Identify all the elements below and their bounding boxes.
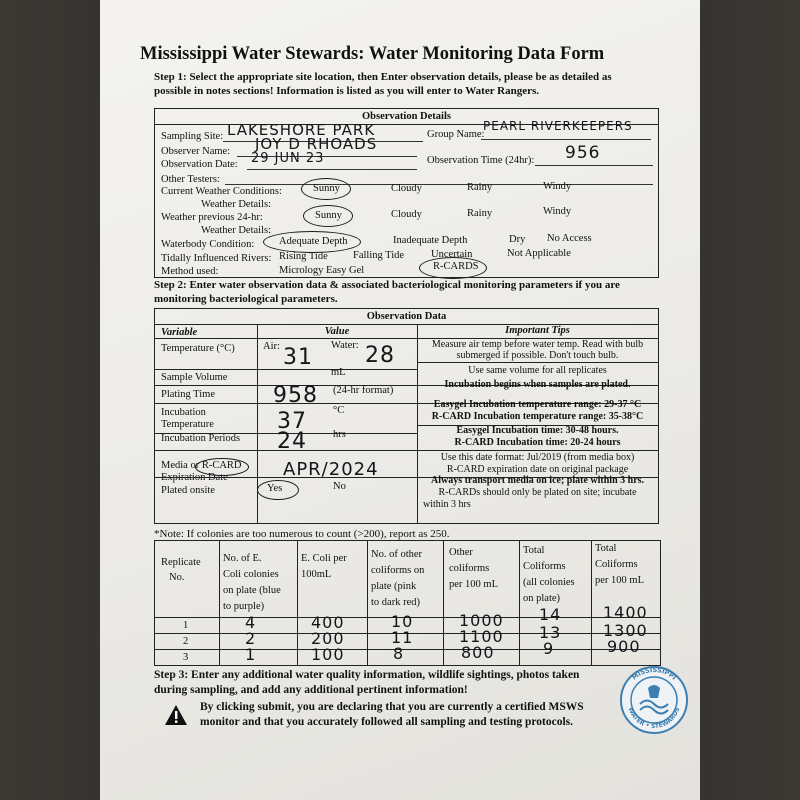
mississippi-water-stewards-seal-icon <box>618 664 690 736</box>
prev-weather-cloudy[interactable]: Cloudy <box>391 209 422 220</box>
incubation-temp-unit: °C <box>333 405 345 416</box>
rep-3-other-per-100[interactable]: 800 <box>461 643 495 662</box>
hdr-other-coliforms: No. of other coliforms on plate (pink to dark red) <box>371 549 425 608</box>
hdr-replicate: Replicate No. <box>161 557 201 583</box>
observation-data-table <box>154 308 659 524</box>
tip-plating-time: Incubation begins when samples are plated. <box>444 379 631 390</box>
rep-2-total-per-100[interactable]: 1300 <box>603 621 648 640</box>
method-easy-gel[interactable]: Micrology Easy Gel <box>279 265 365 276</box>
hdr-total-per-100: Total Coliforms per 100 mL <box>595 543 644 586</box>
prev-weather-sunny[interactable]: Sunny <box>315 210 342 221</box>
water-temp-value[interactable]: 28 <box>365 343 395 368</box>
sampling-site-value[interactable]: LAKESHORE PARK <box>227 121 376 139</box>
tip-sample-volume: Use same volume for all replicates <box>468 365 607 376</box>
hdr-other-per-100: Other coliforms per 100 mL <box>449 547 498 590</box>
method-rcards[interactable]: R-CARDS <box>433 261 479 272</box>
current-weather-label: Current Weather Conditions: <box>161 186 282 197</box>
expiration-date-value[interactable]: APR/2024 <box>283 459 379 480</box>
tip-temperature: Measure air temp before water temp. Read with bulb submerged if possible. Don't touch bulb. <box>431 339 644 361</box>
selected-circle <box>263 231 361 253</box>
svg-text:WATER • STEWARDS: WATER • STEWARDS <box>626 706 682 731</box>
current-weather-rainy[interactable]: Rainy <box>467 182 493 193</box>
rep-1-total-colonies[interactable]: 14 <box>539 605 562 624</box>
waterbody-condition-label: Waterbody Condition: <box>161 239 255 250</box>
method-label: Method used: <box>161 266 219 277</box>
weather-details-label-2: Weather Details: <box>201 225 271 236</box>
rep-1-total-per-100[interactable]: 1400 <box>603 603 648 622</box>
waterbody-adequate[interactable]: Adequate Depth <box>279 236 348 247</box>
expiration-date-label: Media or R-CARD Expiration Date <box>161 460 242 483</box>
replicates-table <box>154 540 661 666</box>
note-text: *Note: If colonies are too numerous to count (>200), report as 250. <box>154 528 450 540</box>
observation-details-header: Observation Details <box>362 111 451 122</box>
rep-1-ecoli-per-100[interactable]: 400 <box>311 613 345 632</box>
step2-instructions: Step 2: Enter water observation data & associated bacteriological monitoring parameters if you are monitoring bacteriological parameters. <box>154 279 620 305</box>
rep-1-other-colonies[interactable]: 10 <box>391 612 414 631</box>
rep-2-no: 2 <box>183 636 189 647</box>
observation-date-label: Observation Date: <box>161 159 238 170</box>
hdr-ecoli-per-100: E. Coli per 100mL <box>301 553 347 580</box>
observation-date-value[interactable]: 29 JUN 23 <box>251 151 325 166</box>
rep-2-total-colonies[interactable]: 13 <box>539 623 562 642</box>
tidal-label: Tidally Influenced Rivers: <box>161 253 272 264</box>
plating-time-value[interactable]: 958 <box>273 383 318 408</box>
col-tips: Important Tips <box>505 325 570 336</box>
tip-incubation-temp: Easygel Incubation temperature range: 29-37 °C R-CARD Incubation temperature range: 35-38°C <box>431 399 644 422</box>
rep-3-no: 3 <box>183 652 189 663</box>
tip-plated-onsite: Always transport media on ice; plate within 3 hrs. R-CARDs should only be plated on site; incubate within 3 hrs <box>423 475 645 510</box>
rep-3-total-per-100[interactable]: 900 <box>607 637 641 656</box>
water-label: Water: <box>331 340 359 351</box>
temperature-label: Temperature (°C) <box>161 343 235 354</box>
tidal-rising[interactable]: Rising Tide <box>279 251 328 262</box>
plating-time-label: Plating Time <box>161 389 215 400</box>
rep-3-ecoli-colonies[interactable]: 1 <box>245 645 257 664</box>
observer-name-label: Observer Name: <box>161 146 231 157</box>
incubation-temp-label: Incubation Temperature <box>161 407 214 430</box>
rep-2-other-colonies[interactable]: 11 <box>391 628 414 647</box>
page-title: Mississippi Water Stewards: Water Monitoring Data Form <box>140 44 605 64</box>
sample-volume-label: Sample Volume <box>161 372 228 383</box>
prev-weather-rainy[interactable]: Rainy <box>467 208 493 219</box>
tip-incubation-periods: Easygel Incubation time: 30-48 hours. R-CARD Incubation time: 20-24 hours <box>454 425 621 448</box>
rep-2-ecoli-per-100[interactable]: 200 <box>311 629 345 648</box>
weather-previous-label: Weather previous 24-hr: <box>161 212 263 223</box>
selected-circle <box>419 257 487 279</box>
rep-3-total-colonies[interactable]: 9 <box>543 639 555 658</box>
group-name-label: Group Name: <box>427 129 485 140</box>
observation-details-box <box>154 108 659 278</box>
sampling-site-label: Sampling Site: <box>161 131 224 142</box>
step3-instructions: Step 3: Enter any additional water quality information, wildlife sightings, photos taken during sampling, and add any additional pertinent information! <box>154 669 580 696</box>
rep-3-ecoli-per-100[interactable]: 100 <box>311 645 345 664</box>
rep-3-other-colonies[interactable]: 8 <box>393 644 405 663</box>
observer-name-value[interactable]: JOY D RHOADS <box>255 135 378 153</box>
rep-1-ecoli-colonies[interactable]: 4 <box>245 613 257 632</box>
waterbody-inadequate[interactable]: Inadequate Depth <box>393 235 468 246</box>
svg-text:MISSISSIPPI: MISSISSIPPI <box>630 665 678 682</box>
hdr-total-coliforms: Total Coliforms (all colonies on plate) <box>523 545 575 604</box>
waterbody-no-access[interactable]: No Access <box>547 233 592 244</box>
observation-time-value[interactable]: 956 <box>565 143 601 163</box>
selected-circle <box>303 205 353 227</box>
incubation-periods-unit: hrs <box>333 429 346 440</box>
plated-onsite-no[interactable]: No <box>333 481 346 492</box>
declaration-text: By clicking submit, you are declaring that you are currently a certified MSWS monitor and that you accurately followed all sampling and testing protocols. <box>200 701 584 728</box>
tidal-uncertain[interactable]: Uncertain <box>431 249 473 260</box>
selected-circle <box>195 458 249 476</box>
hdr-ecoli-colonies: No. of E. Coli colonies on plate (blue to purple) <box>223 553 281 612</box>
current-weather-sunny[interactable]: Sunny <box>313 183 340 194</box>
sample-volume-unit: mL <box>331 367 346 378</box>
weather-details-label-1: Weather Details: <box>201 199 271 210</box>
other-testers-label: Other Testers: <box>161 174 220 185</box>
air-label: Air: <box>263 341 280 352</box>
tip-expiration-date: Use this date format: Jul/2019 (from media box) R-CARD expiration date on original package <box>440 452 635 475</box>
plating-time-unit: (24-hr format) <box>333 385 394 396</box>
current-weather-cloudy[interactable]: Cloudy <box>391 183 422 194</box>
warning-icon <box>164 704 188 726</box>
observation-data-header: Observation Data <box>366 311 447 322</box>
tidal-not-applicable[interactable]: Not Applicable <box>507 248 571 259</box>
current-weather-windy[interactable]: Windy <box>543 181 572 192</box>
selected-circle <box>257 480 299 500</box>
observation-time-label: Observation Time (24hr): <box>427 155 535 166</box>
incubation-periods-value[interactable]: 24 <box>277 429 307 454</box>
rep-1-other-per-100[interactable]: 1000 <box>459 611 504 630</box>
data-form-page <box>100 0 700 800</box>
group-name-value[interactable]: PEARL RIVERKEEPERS <box>483 119 633 133</box>
waterbody-dry[interactable]: Dry <box>509 234 526 245</box>
selected-circle <box>301 178 351 200</box>
tidal-falling[interactable]: Falling Tide <box>353 250 405 261</box>
rep-2-other-per-100[interactable]: 1100 <box>459 627 504 646</box>
plated-onsite-yes[interactable]: Yes <box>267 483 283 494</box>
rep-1-no: 1 <box>183 620 189 631</box>
plated-onsite-label: Plated onsite <box>161 485 215 496</box>
incubation-temp-value[interactable]: 37 <box>277 409 307 434</box>
col-value: Value <box>324 326 350 337</box>
rep-2-ecoli-colonies[interactable]: 2 <box>245 629 257 648</box>
prev-weather-windy[interactable]: Windy <box>543 206 572 217</box>
step1-instructions: Step 1: Select the appropriate site location, then Enter observation details, please be as detailed as possible in notes sections! Information is listed as you will enter to Water Rangers. <box>154 71 612 97</box>
col-variable: Variable <box>161 327 198 338</box>
air-temp-value[interactable]: 31 <box>283 345 313 370</box>
incubation-periods-label: Incubation Periods <box>161 433 241 444</box>
